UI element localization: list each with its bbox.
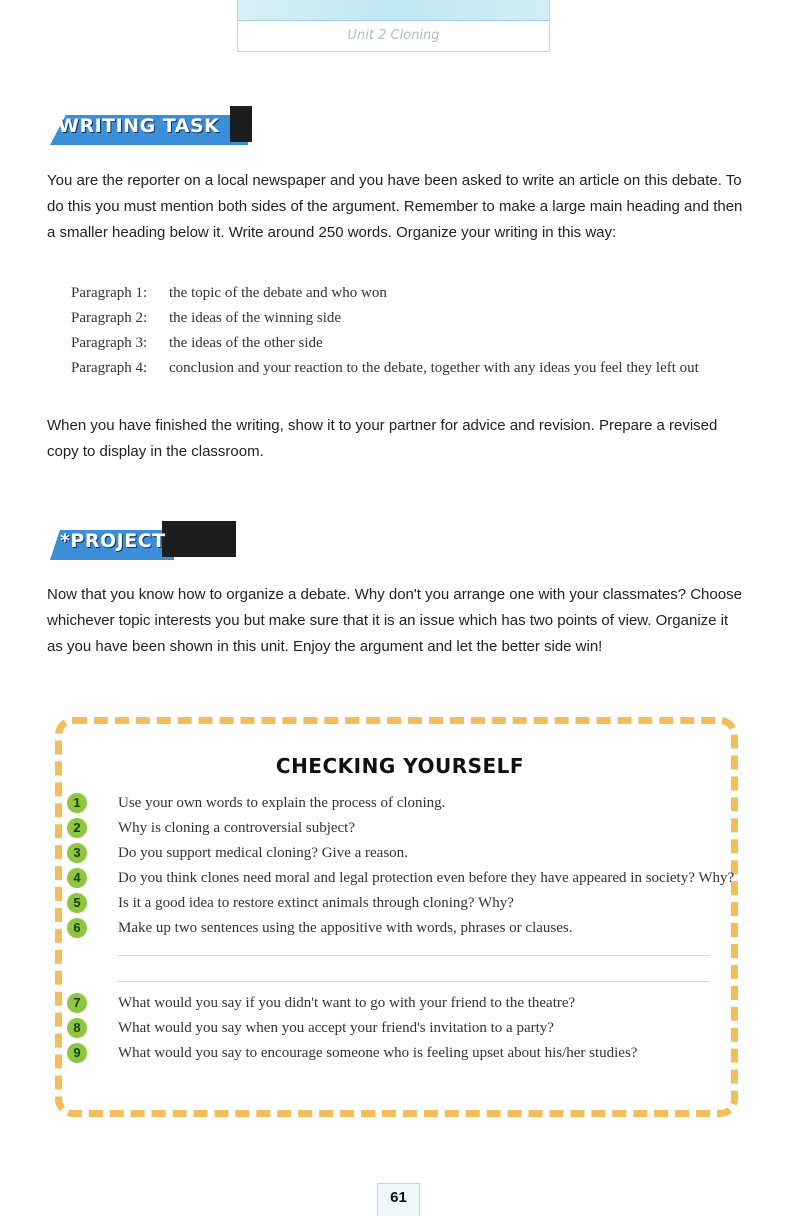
question-item [67,891,737,916]
question-item [67,1041,737,1066]
question-number-badge: 9 [67,1043,87,1063]
project-banner [50,521,190,561]
paragraph-description: the topic of the debate and who won [169,285,387,301]
paragraph-plan-list [71,281,751,381]
question-number-badge: 3 [67,843,87,863]
paragraph-description: the ideas of the winning side [169,310,342,326]
running-header [237,0,550,52]
question-list [67,791,737,1066]
writing-task-banner [50,106,255,146]
paragraph-plan-item [71,331,751,356]
writing-task-intro: You are the reporter on a local newspaper and you have been asked to write an article on this debate. To do this you must mention both sides of the argument. Remember to make a large main heading and then a smaller heading below it. Write around 250 words. Organize your writing in this way: [47,172,743,241]
paragraph-description: the ideas of the other side [169,335,323,351]
question-text: What would you say if you didn't want to go with your friend to the theatre? [118,995,576,1011]
question-number-badge: 6 [67,918,87,938]
project-heading: *PROJECT [60,530,166,552]
question-item [67,916,737,941]
paragraph-plan-item [71,281,751,306]
question-text: Do you support medical cloning? Give a reason. [118,845,408,861]
question-item [67,991,737,1016]
unit-title: Unit 2 Cloning [347,28,440,43]
question-number-badge: 5 [67,893,87,913]
question-number-badge: 8 [67,1018,87,1038]
writing-task-heading: WRITING TASK [58,115,220,137]
question-text: Do you think clones need moral and legal protection even before they have appeared in society? Why? [118,870,735,886]
writing-task-finish: When you have finished the writing, show it to your partner for advice and revision. Prepare a revised copy to display in the classroom. [47,417,718,460]
header-decoration [238,0,549,21]
question-number-badge: 2 [67,818,87,838]
question-item [67,1016,737,1041]
question-item [67,816,737,841]
question-text: Is it a good idea to restore extinct animals through cloning? Why? [118,895,514,911]
answer-line[interactable] [118,981,710,982]
paragraph-label: Paragraph 1: [71,285,148,301]
answer-line[interactable] [118,955,710,956]
question-text: What would you say to encourage someone who is feeling upset about his/her studies? [118,1045,638,1061]
question-text: Why is cloning a controversial subject? [118,820,356,836]
paragraph-label: Paragraph 2: [71,310,148,326]
paragraph-label: Paragraph 4: [71,360,148,376]
question-text: What would you say when you accept your friend's invitation to a party? [118,1020,554,1036]
paragraph-plan-item [71,306,751,331]
answer-lines [67,941,737,991]
question-number-badge: 7 [67,993,87,1013]
question-text: Use your own words to explain the process of cloning. [118,795,446,811]
paragraph-label: Paragraph 3: [71,335,148,351]
checking-yourself-title: CHECKING YOURSELF [275,754,525,778]
question-item [67,841,737,866]
paragraph-plan-item [71,356,751,381]
question-number-badge: 1 [67,793,87,813]
project-text: Now that you know how to organize a debate. Why don't you arrange one with your classmates? Choose whichever topic interests you but make sure that it is an issue which has two points of view. Organize it as you have been shown in this unit. Enjoy the argument and let the better side win! [47,586,742,655]
paragraph-description: conclusion and your reaction to the debate, together with any ideas you feel they left out [169,360,699,376]
question-item [67,866,737,891]
question-text: Make up two sentences using the appositive with words, phrases or clauses. [118,920,573,936]
question-number-badge: 4 [67,868,87,888]
question-item [67,791,737,816]
page-number: 61 [377,1183,420,1216]
